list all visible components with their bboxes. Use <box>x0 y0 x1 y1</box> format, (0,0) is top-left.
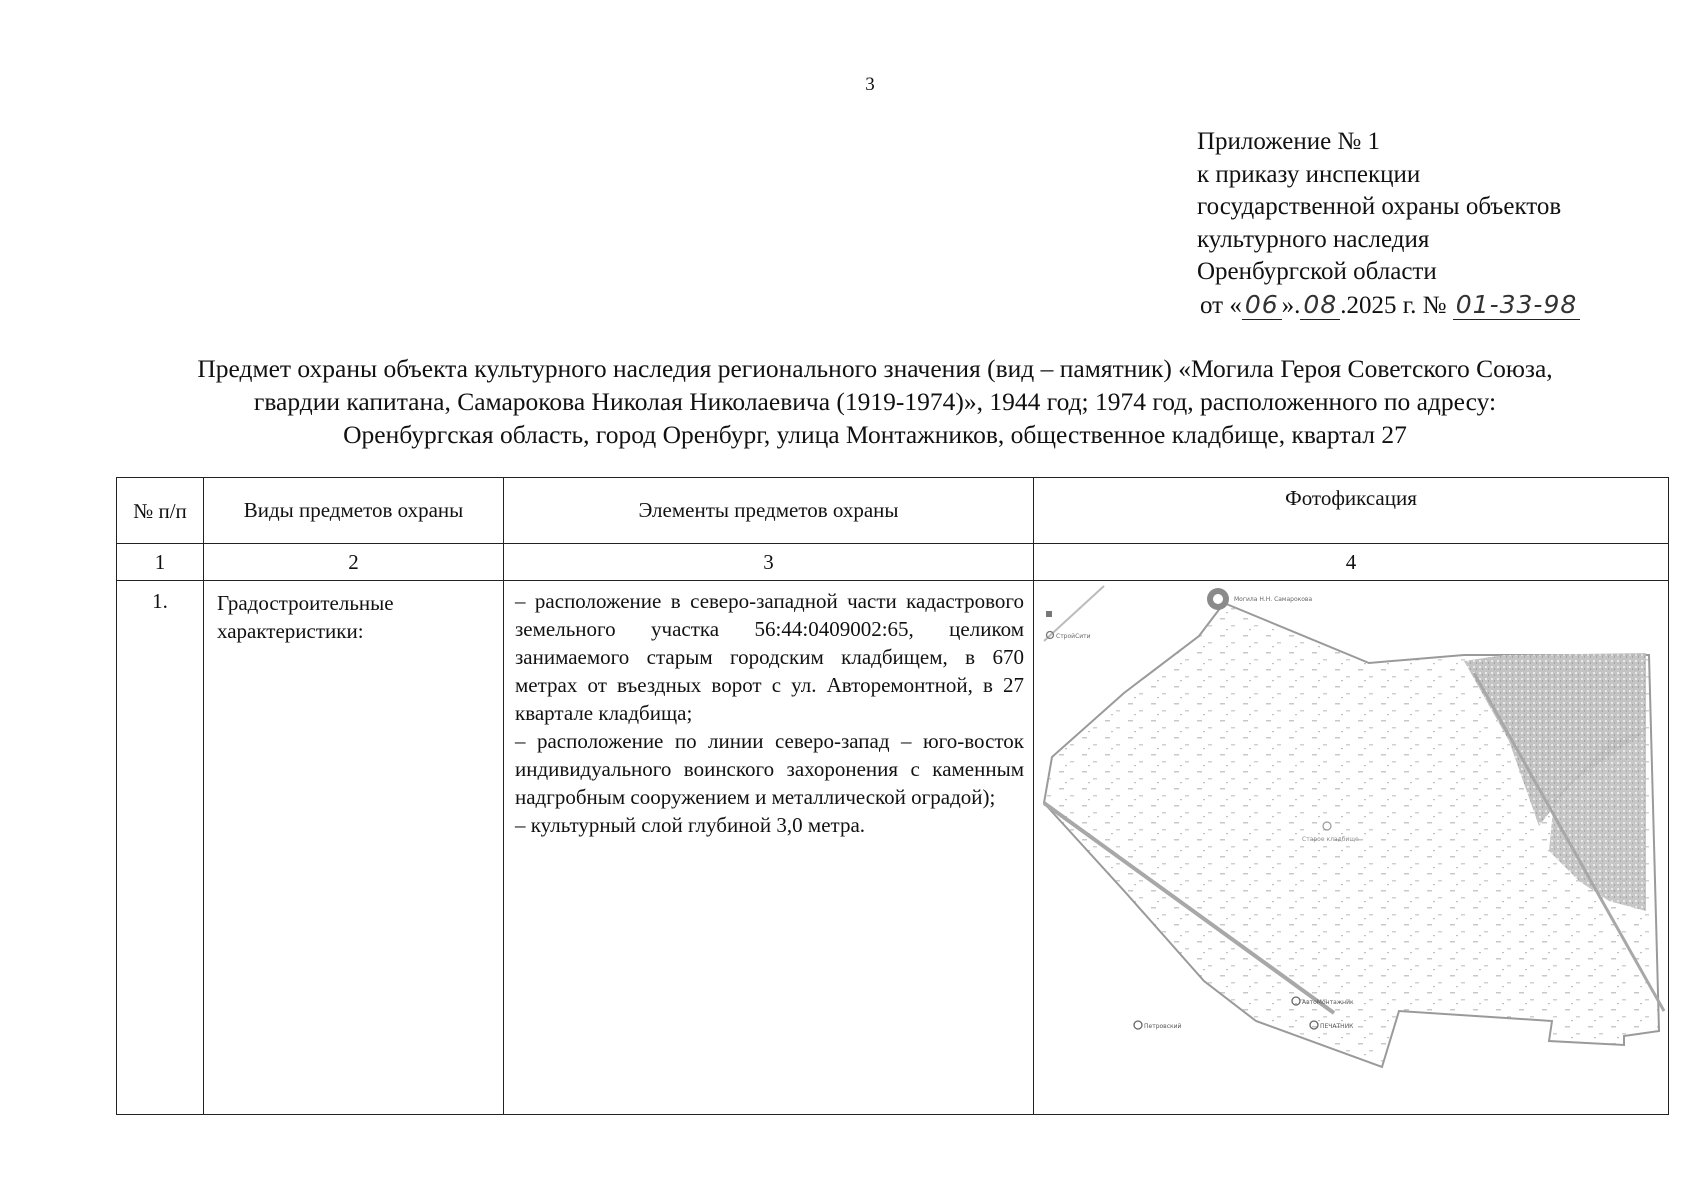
map-label-bottom-left: Петровский <box>1144 1023 1182 1030</box>
map-poi-icon <box>1134 1021 1142 1029</box>
map-label-bottom-right-2: ПЕЧАТНИК <box>1320 1023 1354 1030</box>
header-protection-elements: Элементы предметов охраны <box>504 478 1034 544</box>
date-day-handwritten: 06 <box>1242 290 1282 320</box>
column-index-row <box>117 544 1669 581</box>
row-protection-elements <box>504 581 1034 1115</box>
title-line-1: Предмет охраны объекта культурного наследия регионального значения (вид – памятник) «Могила Героя Советского Союза, <box>197 354 1553 383</box>
date-year: .2025 г. № <box>1340 291 1453 319</box>
map-label-center: Старое кладбище <box>1302 836 1359 843</box>
element-item: – культурный слой глубиной 3,0 метра. <box>515 813 866 837</box>
map-label-bottom-right-1: АвтоМонтажник <box>1302 999 1354 1006</box>
row-number: 1. <box>117 581 204 1115</box>
appendix-line-2: к приказу инспекции <box>1197 160 1421 188</box>
cemetery-site-map <box>1034 581 1667 1105</box>
title-line-2: гвардии капитана, Самарокова Николая Николаевича (1919-1974)», 1944 год; 1974 год, расположенного по адресу: <box>253 387 1497 416</box>
appendix-header <box>1197 126 1580 322</box>
map-poi-icon <box>1046 611 1052 617</box>
table-row <box>117 581 1669 1115</box>
element-item: – расположение в северо-западной части кадастрового земельного участка 56:44:0409002:65, целиком занимаемого старым городским кладбищем, в 670 метрах от въездных ворот с ул. Авторемонтной, в 27 квартале кладбища; <box>515 589 1024 725</box>
element-item: – расположение по линии северо-запад – юго-восток индивидуального воинского захоронения с каменным надгробным сооружением и металлической оградой); <box>515 729 1024 809</box>
header-photo-fixation: Фотофиксация <box>1034 478 1669 544</box>
column-index-1: 1 <box>117 544 204 581</box>
date-prefix: от « <box>1200 291 1242 319</box>
page-number: 3 <box>865 74 875 95</box>
column-index-2: 2 <box>204 544 504 581</box>
column-index-3: 3 <box>504 544 1034 581</box>
order-number-handwritten: 01-33-98 <box>1453 290 1580 320</box>
title-line-3: Оренбургская область, город Оренбург, улица Монтажников, общественное кладбище, квартал 27 <box>343 420 1407 449</box>
date-month-handwritten: 08 <box>1300 290 1340 320</box>
appendix-date-line <box>1200 289 1580 323</box>
header-number: № п/п <box>117 478 204 544</box>
protection-subject-table <box>116 477 1669 1115</box>
appendix-line-4: культурного наследия <box>1197 225 1430 253</box>
table-header-row <box>117 478 1669 544</box>
column-index-4: 4 <box>1034 544 1669 581</box>
date-separator: ». <box>1281 291 1301 319</box>
map-label-top-left: СтройСити <box>1056 633 1091 640</box>
row-photo-cell <box>1034 581 1669 1115</box>
map-label-grave: Могила Н.Н. Самарокова <box>1234 596 1313 603</box>
header-protection-types: Виды предметов охраны <box>204 478 504 544</box>
row-protection-type: Градостроительные характеристики: <box>204 581 504 1115</box>
grave-location-marker-inner <box>1213 594 1223 604</box>
document-title <box>100 352 1650 451</box>
appendix-line-3: государственной охраны объектов <box>1197 193 1562 220</box>
appendix-line-5: Оренбургской области <box>1197 258 1437 285</box>
appendix-line-1: Приложение № 1 <box>1197 128 1381 155</box>
